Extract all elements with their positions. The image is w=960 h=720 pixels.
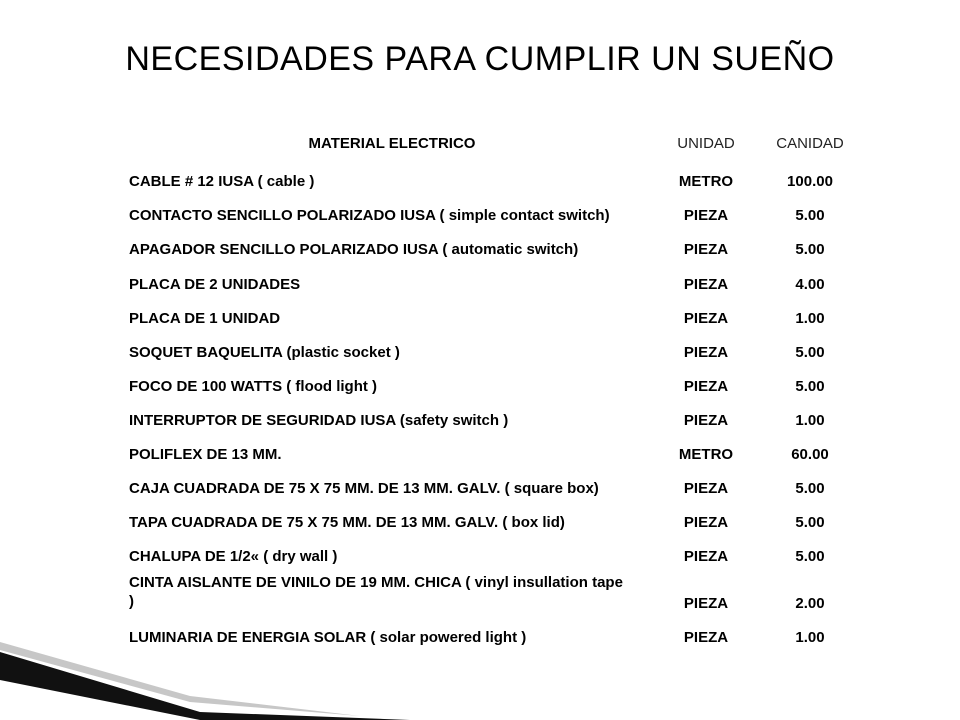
row-description: FOCO DE 100 WATTS ( flood light ) <box>129 378 378 395</box>
row-quantity: 5.00 <box>795 548 825 565</box>
row-unit: PIEZA <box>683 276 729 293</box>
row-description: TAPA CUADRADA DE 75 X 75 MM. DE 13 MM. GALV. ( box lid) <box>129 514 565 531</box>
row-description: SOQUET BAQUELITA (plastic socket ) <box>129 344 400 361</box>
row-description: CHALUPA DE 1/2« ( dry wall ) <box>129 548 338 565</box>
row-unit: PIEZA <box>683 344 729 361</box>
row-quantity: 1.00 <box>795 310 825 327</box>
row-unit: PIEZA <box>683 629 729 646</box>
row-unit: PIEZA <box>683 241 729 258</box>
row-quantity: 4.00 <box>795 276 825 293</box>
row-unit: PIEZA <box>683 480 729 497</box>
row-quantity: 5.00 <box>795 207 825 224</box>
slide-title: NECESIDADES PARA CUMPLIR UN SUEÑO <box>125 40 835 78</box>
row-unit: PIEZA <box>683 310 729 327</box>
row-description: POLIFLEX DE 13 MM. <box>129 446 282 463</box>
row-description: LUMINARIA DE ENERGIA SOLAR ( solar powered light ) <box>129 629 527 646</box>
row-unit: PIEZA <box>683 412 729 429</box>
row-quantity: 5.00 <box>795 514 825 531</box>
row-description: PLACA DE 2 UNIDADES <box>129 276 301 293</box>
row-description: CABLE # 12 IUSA ( cable ) <box>129 173 315 190</box>
row-quantity: 5.00 <box>795 480 825 497</box>
row-unit: PIEZA <box>683 514 729 531</box>
row-quantity: 1.00 <box>795 412 825 429</box>
row-quantity: 5.00 <box>795 344 825 361</box>
row-unit: PIEZA <box>683 207 729 224</box>
row-description: CAJA CUADRADA DE 75 X 75 MM. DE 13 MM. GALV. ( square box) <box>129 480 599 497</box>
row-quantity: 60.00 <box>791 446 829 463</box>
header-canidad: CANIDAD <box>776 135 844 152</box>
row-quantity: 1.00 <box>795 629 825 646</box>
header-material: MATERIAL ELECTRICO <box>308 135 476 152</box>
row-description: CONTACTO SENCILLO POLARIZADO IUSA ( simple contact switch) <box>129 207 610 224</box>
row-description: CINTA AISLANTE DE VINILO DE 19 MM. CHICA ( vinyl insullation tape ) <box>129 574 623 610</box>
row-quantity: 100.00 <box>787 173 833 190</box>
row-quantity: 2.00 <box>795 595 825 612</box>
row-description: APAGADOR SENCILLO POLARIZADO IUSA ( automatic switch) <box>129 241 579 258</box>
row-unit: METRO <box>678 446 734 463</box>
row-description: INTERRUPTOR DE SEGURIDAD IUSA (safety switch ) <box>129 412 509 429</box>
row-unit: PIEZA <box>683 595 729 612</box>
row-unit: PIEZA <box>683 378 729 395</box>
row-description: PLACA DE 1 UNIDAD <box>129 310 281 327</box>
row-quantity: 5.00 <box>795 241 825 258</box>
header-unidad: UNIDAD <box>677 135 735 152</box>
row-unit: METRO <box>678 173 734 190</box>
decorative-swoosh <box>0 640 420 720</box>
row-quantity: 5.00 <box>795 378 825 395</box>
row-unit: PIEZA <box>683 548 729 565</box>
